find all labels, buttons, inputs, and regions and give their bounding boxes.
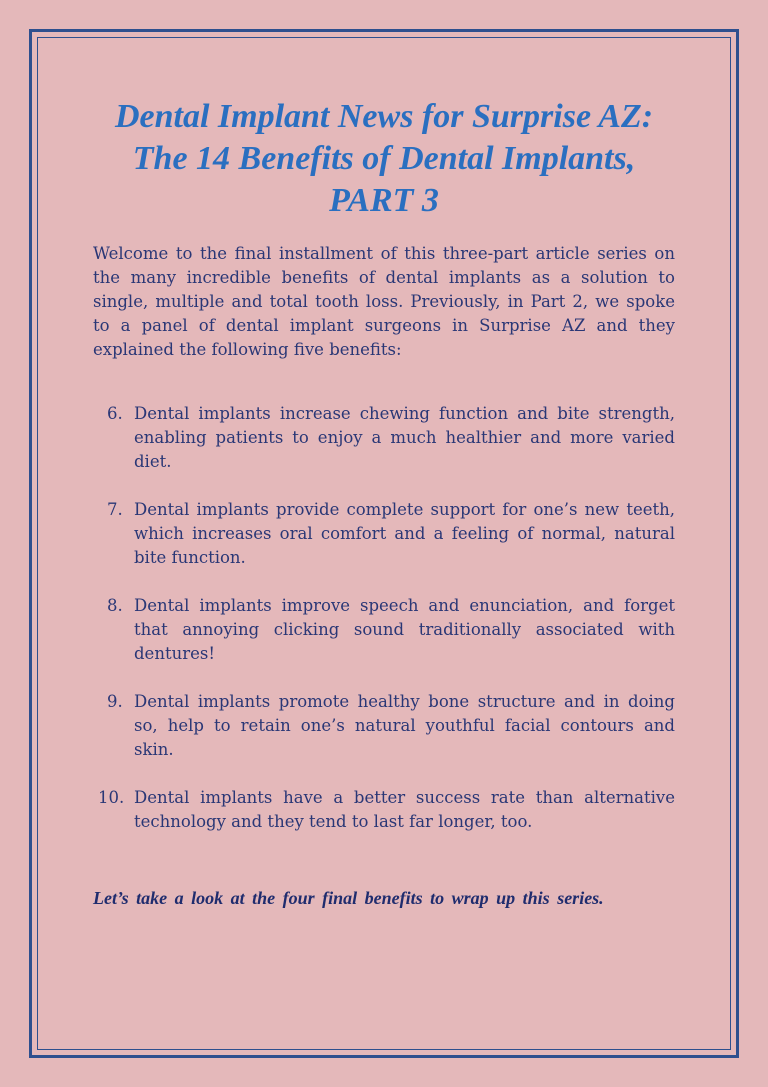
benefit-item — [93, 594, 675, 666]
benefit-item — [93, 498, 675, 570]
benefit-number: 6. — [107, 404, 123, 423]
document-title — [93, 96, 675, 222]
benefits-list — [93, 402, 675, 834]
benefit-text: Dental implants provide complete support for one’s new teeth, which increases oral comfort and a feeling of normal, natural bite function. — [134, 500, 675, 567]
benefit-item — [93, 690, 675, 762]
document-body — [93, 96, 675, 910]
title-line: Dental Implant News for Surprise AZ: — [114, 98, 654, 135]
benefit-item — [93, 402, 675, 474]
benefit-number: 8. — [107, 596, 123, 615]
benefit-number: 10. — [98, 788, 125, 807]
intro-paragraph: Welcome to the final installment of this three-part article series on the many incredible benefits of dental implants as a solution to single, multiple and total tooth loss. Previously, in Part 2, we spoke to a panel of dental implant surgeons in Surprise AZ and they explained the following five benefits: — [93, 244, 675, 359]
title-line: PART 3 — [329, 182, 439, 219]
benefit-text: Dental implants promote healthy bone structure and in doing so, help to retain one’s natural youthful facial contours and skin. — [134, 692, 675, 759]
benefit-number: 7. — [107, 500, 123, 519]
benefit-text: Dental implants have a better success rate than alternative technology and they tend to last far longer, too. — [134, 788, 675, 831]
benefit-item — [93, 786, 675, 834]
benefit-text: Dental implants increase chewing function and bite strength, enabling patients to enjoy a much healthier and more varied diet. — [134, 404, 675, 471]
closing-statement: Let’s take a look at the four final benefits to wrap up this series. — [93, 888, 604, 908]
title-line: The 14 Benefits of Dental Implants, — [132, 140, 636, 177]
benefit-number: 9. — [107, 692, 123, 711]
benefit-text: Dental implants improve speech and enunciation, and forget that annoying clicking sound traditionally associated with dentures! — [134, 596, 675, 663]
